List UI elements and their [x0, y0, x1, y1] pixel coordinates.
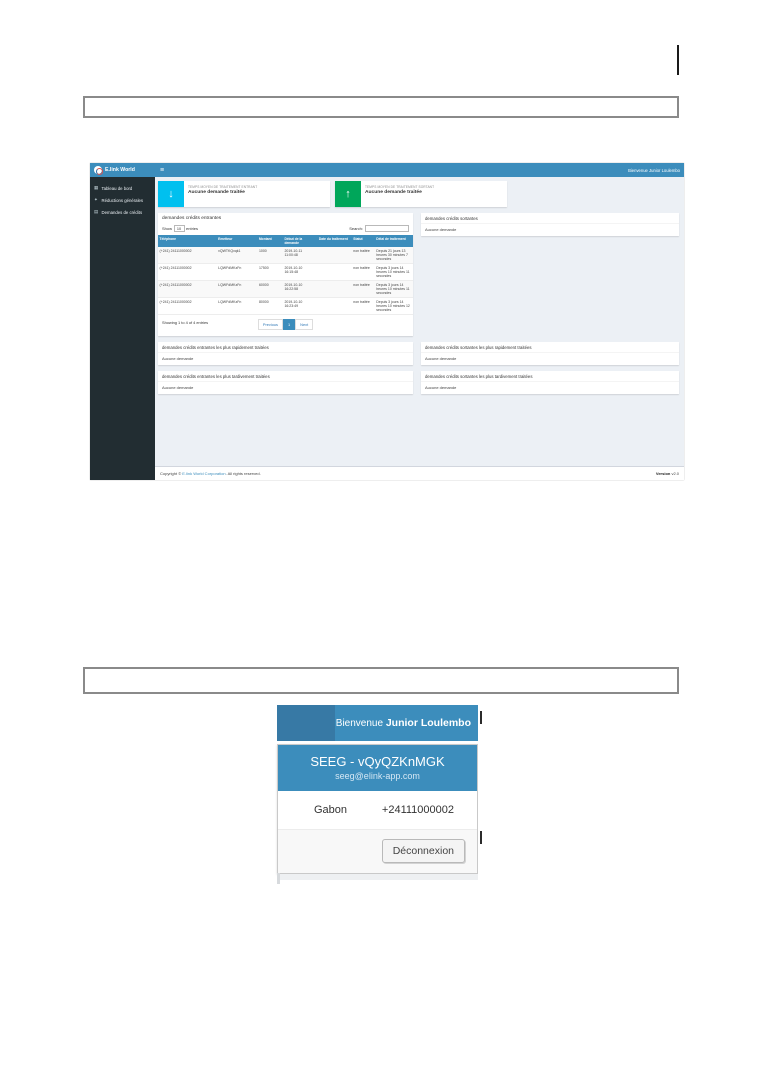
table-row[interactable]	[158, 247, 413, 264]
stat-card-sortant	[335, 181, 507, 207]
copyright-text: Copyright © E.link World Corporation. All rights reserved.	[160, 471, 261, 476]
panel-title: demandes crédits entrantes	[162, 216, 222, 221]
pagination-previous[interactable]: Previous	[258, 319, 283, 330]
show-label: Show	[162, 226, 173, 231]
country-label: Gabon	[314, 804, 348, 816]
cell-emetteur: LQWFdMKzFn	[217, 298, 258, 315]
cell-emetteur: vQWTKQxqk1	[217, 247, 258, 264]
stat-value: Aucune demande traitée	[188, 190, 245, 195]
cell-traitement	[317, 298, 351, 315]
scrollbar-mark	[480, 711, 482, 724]
col-statut[interactable]: Statut	[352, 235, 375, 247]
reductions-icon: ✦	[94, 197, 98, 202]
outgoing-credits-panel	[421, 213, 679, 236]
sidebar-item-tableau-de-bord[interactable]	[90, 182, 155, 194]
pagination-next[interactable]: Next	[295, 319, 313, 330]
pagination-page-1[interactable]: 1	[283, 319, 295, 330]
empty-message: Aucune demande	[162, 385, 194, 390]
phone-number: +24111000002	[381, 804, 454, 816]
brand[interactable]	[90, 163, 155, 177]
hamburger-icon[interactable]: ≡	[160, 166, 165, 174]
text-cursor-line	[677, 45, 679, 75]
col-telephone[interactable]: Téléphone	[158, 235, 217, 247]
cell-debut: 2019-10-11 11:00:48	[283, 247, 317, 264]
panel-title: demandes crédits entrantes les plus rapidement traitées	[158, 342, 413, 353]
stat-card-entrant	[158, 181, 330, 207]
panel-title: demandes crédits sortantes les plus rapidement traitées	[421, 342, 679, 353]
edge-fragment	[277, 873, 280, 884]
cell-phone: (+241) 24111000002	[158, 298, 217, 315]
cell-emetteur: LQWFdMKzFn	[217, 264, 258, 281]
cell-traitement	[317, 264, 351, 281]
cell-montant: 1000	[257, 247, 283, 264]
stat-value: Aucune demande traitée	[365, 190, 422, 195]
dropdown-body	[278, 791, 477, 830]
cell-delai: Depuis 21 jours 13 heures 30 minutes 7 secondes	[375, 247, 413, 264]
cell-montant: 60000	[257, 281, 283, 298]
account-email: seeg@elink-app.com	[335, 771, 420, 781]
cell-phone: (+241) 24111000002	[158, 281, 217, 298]
incoming-credits-panel	[158, 213, 413, 336]
elink-logo-icon	[94, 166, 102, 174]
cell-debut: 2019-10-10 16:22:58	[283, 281, 317, 298]
document-placeholder-box-2	[83, 667, 679, 694]
content-area	[155, 177, 684, 466]
arrow-up-icon: ↑	[335, 181, 361, 207]
cell-statut: non traitée	[352, 298, 375, 315]
cell-delai: Depuis 3 jours 14 heures 10 minutes 11 secondes	[375, 281, 413, 298]
search-label: Search:	[349, 226, 363, 231]
empty-message: Aucune demande	[162, 356, 194, 361]
search-input[interactable]	[365, 225, 409, 232]
incoming-credits-table	[158, 235, 413, 315]
stat-title: TEMPS MOYEN DE TRAITEMENT SORTANT	[365, 184, 435, 189]
cell-delai: Depuis 3 jours 14 heures 10 minutes 12 secondes	[375, 298, 413, 315]
cell-delai: Depuis 3 jours 14 heures 10 minutes 11 secondes	[375, 264, 413, 281]
cell-debut: 2019-10-10 16:23:49	[283, 298, 317, 315]
col-emetteur[interactable]: Emetteur	[217, 235, 258, 247]
brand-title: E.link World	[105, 167, 135, 173]
cell-traitement	[317, 247, 351, 264]
slowest-outgoing-panel	[421, 371, 679, 394]
profile-dropdown-screenshot	[277, 705, 484, 884]
version-text: Version v2.0	[655, 471, 679, 476]
cell-phone: (+241) 24111000002	[158, 247, 217, 264]
col-montant[interactable]: Montant	[257, 235, 283, 247]
panel-title: demandes crédits entrantes les plus tardivement traitées	[158, 371, 413, 382]
cell-traitement	[317, 281, 351, 298]
page-size-select[interactable]: 10	[174, 225, 185, 232]
col-debut[interactable]: Début de la demande	[283, 235, 317, 247]
table-row[interactable]	[158, 281, 413, 298]
cell-debut: 2019-10-10 16:15:48	[283, 264, 317, 281]
col-traitement[interactable]: Date du traitement	[317, 235, 351, 247]
panel-title: demandes crédits sortantes	[421, 213, 679, 224]
cell-statut: non traitée	[352, 264, 375, 281]
empty-message: Aucune demande	[425, 227, 457, 232]
scrollbar-mark	[480, 831, 482, 844]
scrollbar-strip[interactable]	[478, 705, 484, 879]
dropdown-header	[278, 745, 477, 791]
arrow-down-icon: ↓	[158, 181, 184, 207]
cell-statut: non traitée	[352, 281, 375, 298]
account-name: SEEG - vQyQZKnMGK	[310, 754, 445, 769]
topbar-left-segment	[277, 705, 335, 741]
credits-icon: ▤	[94, 209, 99, 214]
user-dropdown-panel	[277, 744, 478, 874]
company-link[interactable]: E.link World Corporation	[182, 471, 226, 476]
cell-montant: 17500	[257, 264, 283, 281]
app-footer	[155, 466, 684, 480]
dashboard-icon: ▦	[94, 185, 99, 190]
col-delai[interactable]: Délai de traitement	[375, 235, 413, 247]
panel-title: demandes crédits sortantes les plus tardivement traitées	[421, 371, 679, 382]
cell-statut: non traitée	[352, 247, 375, 264]
sidebar-item-reductions-generales[interactable]	[90, 194, 155, 206]
profile-topbar	[277, 705, 478, 741]
table-row[interactable]	[158, 264, 413, 281]
empty-message: Aucune demande	[425, 385, 457, 390]
document-placeholder-box-1	[83, 96, 679, 118]
sidebar-item-demandes-credits[interactable]	[90, 206, 155, 218]
page-background-strip	[277, 874, 478, 880]
table-summary: Showing 1 to 4 of 4 entries	[162, 320, 209, 325]
dashboard-screenshot	[90, 163, 684, 480]
empty-message: Aucune demande	[425, 356, 457, 361]
table-row[interactable]	[158, 298, 413, 315]
dropdown-footer	[278, 830, 477, 873]
slowest-incoming-panel	[158, 371, 413, 394]
sidebar-item-label: Demandes de crédits	[101, 209, 143, 215]
cell-emetteur: LQWFdMKzFn	[217, 281, 258, 298]
fastest-incoming-panel	[158, 342, 413, 365]
cell-phone: (+241) 24111000002	[158, 264, 217, 281]
stat-title: TEMPS MOYEN DE TRAITEMENT ENTRANT	[188, 184, 258, 189]
fastest-outgoing-panel	[421, 342, 679, 365]
sidebar	[90, 177, 155, 480]
logout-button[interactable]: Déconnexion	[382, 839, 465, 863]
sidebar-item-label: Réductions générales	[101, 197, 144, 203]
user-name: Junior Loulembo	[385, 717, 471, 729]
cell-montant: 80000	[257, 298, 283, 315]
top-navbar	[90, 163, 684, 177]
sidebar-item-label: Tableau de bord	[101, 185, 133, 191]
welcome-menu-toggle[interactable]: Bienvenue Junior Loulembo	[335, 717, 471, 729]
entries-label: entries	[186, 226, 199, 231]
navbar-welcome-menu[interactable]: Bienvenue Junior Loulembo	[628, 167, 680, 173]
